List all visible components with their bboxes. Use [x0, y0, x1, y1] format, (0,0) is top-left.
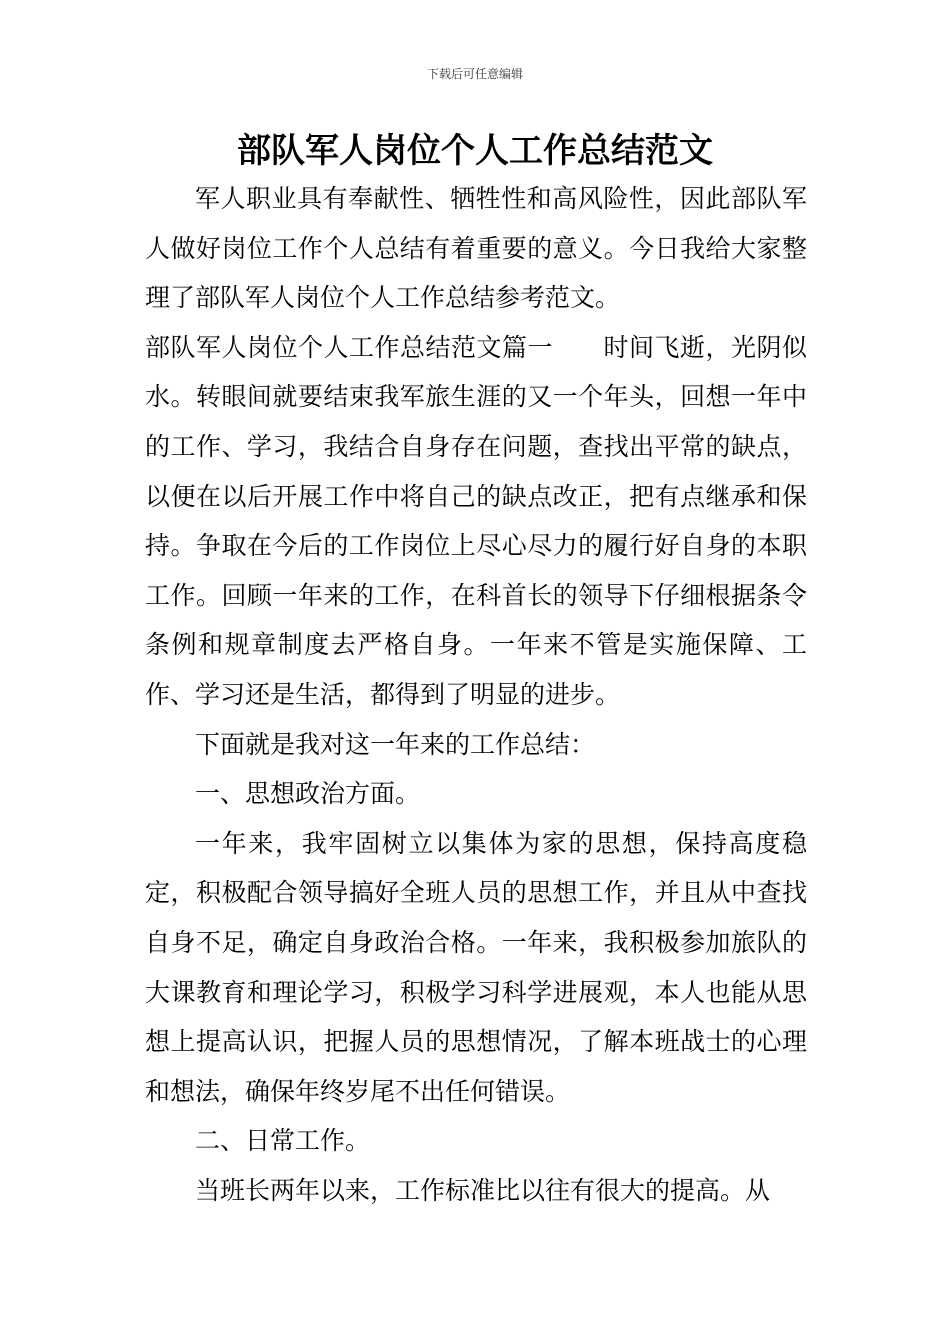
paragraph-heading-daily-work: 二、日常工作。	[195, 1126, 371, 1156]
paragraph-6: 当班长两年以来，工作标准比以往有很大的提高。从	[195, 1175, 771, 1205]
document-title: 部队军人岗位个人工作总结范文	[237, 131, 713, 171]
paragraph-heading-politics: 一、思想政治方面。	[195, 779, 421, 809]
section-paragraph-1	[145, 323, 807, 720]
section-heading: 部队军人岗位个人工作总结范文篇一	[145, 332, 553, 362]
intro-paragraph: 军人职业具有奉献性、牺牲性和高风险性，因此部队军人做好岗位工作个人总结有着重要的意义。今日我给大家整理了部队军人岗位个人工作总结参考范文。	[145, 184, 807, 313]
paragraph-2: 下面就是我对这一年来的工作总结：	[195, 729, 596, 759]
paragraph-1-text: 时间飞逝，光阴似水。转眼间就要结束我军旅生涯的又一个年头，回想一年中的工作、学习，我结合自身存在问题，查找出平常的缺点，以便在以后开展工作中将自己的缺点改正，把有点继承和保持。争取在今后的工作岗位上尽心尽力的履行好自身的本职工作。回顾一年来的工作，在科首长的领导下仔细根据条令条例和规章制度去严格自身。一年来不管是实施保障、工作、学习还是生活，都得到了明显的进步。	[145, 332, 807, 709]
page-header-note: 下载后可任意编辑	[426, 67, 523, 81]
paragraph-4: 一年来，我牢固树立以集体为家的思想，保持高度稳定，积极配合领导搞好全班人员的思想工作，并且从中查找自身不足，确定自身政治合格。一年来，我积极参加旅队的大课教育和理论学习，积极学习科学进展观，本人也能从思想上提高认识，把握人员的思想情况，了解本班战士的心理和想法，确保年终岁尾不出任何错误。	[145, 828, 807, 1106]
document-body	[145, 174, 807, 1215]
